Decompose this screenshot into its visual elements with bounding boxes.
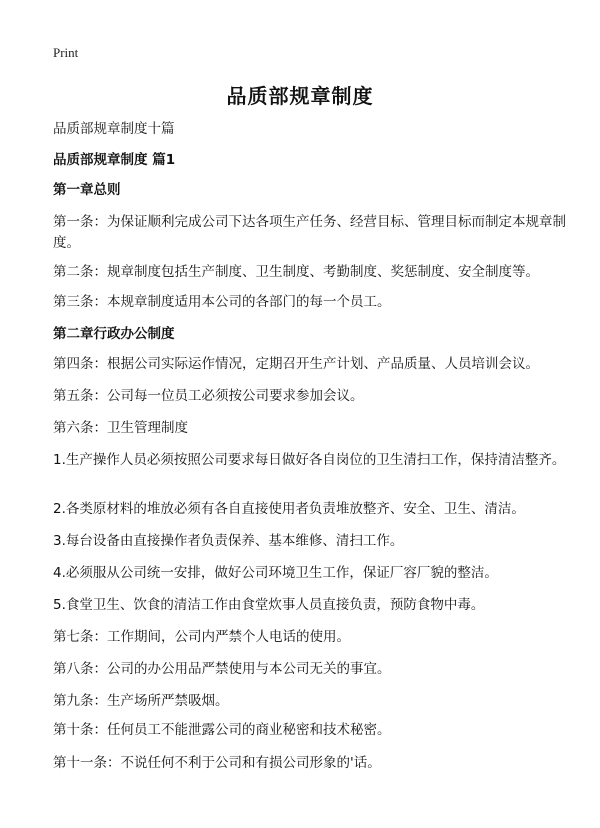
article-item-7: 第七条：工作期间，公司内严禁个人电话的使用。	[53, 629, 350, 645]
sub-item-1: 1.生产操作人员必须按照公司要求每日做好各自岗位的卫生清扫工作，保持清洁整齐。	[53, 452, 566, 468]
article-item-3: 第三条：本规章制度适用本公司的各部门的每一个员工。	[53, 294, 391, 310]
article-item-10: 第十条：任何员工不能泄露公司的商业秘密和技术秘密。	[53, 722, 391, 738]
article-item-6: 第六条：卫生管理制度	[53, 420, 188, 436]
article-item-11: 第十一条：不说任何不利于公司和有损公司形象的'话。	[53, 755, 381, 771]
print-link[interactable]: Print	[53, 45, 79, 60]
article-item-5: 第五条：公司每一位员工必须按公司要求参加会议。	[53, 388, 364, 404]
sub-item-3: 3.每台设备由直接操作者负责保养、基本维修、清扫工作。	[53, 533, 404, 549]
sub-item-2: 2.各类原材料的堆放必须有各自直接使用者负责堆放整齐、安全、卫生、清洁。	[53, 501, 525, 517]
page-title: 品质部规章制度	[226, 84, 374, 108]
article-item-2: 第二条：规章制度包括生产制度、卫生制度、考勤制度、奖惩制度、安全制度等。	[53, 264, 539, 280]
article-item-8: 第八条：公司的办公用品严禁使用与本公司无关的事宜。	[53, 661, 391, 677]
article-item-1: 第一条：为保证顺利完成公司下达各项生产任务、经营目标、管理目标而制定本规章制度。	[53, 214, 566, 251]
chapter-heading-2: 第二章行政办公制度	[53, 326, 175, 342]
article-item-9: 第九条：生产场所严禁吸烟。	[53, 693, 229, 709]
subtitle: 品质部规章制度十篇	[53, 121, 175, 137]
article-item-4: 第四条：根据公司实际运作情况，定期召开生产计划、产品质量、人员培训会议。	[53, 356, 539, 372]
sub-item-4: 4.必须服从公司统一安排，做好公司环境卫生工作，保证厂容厂貌的整洁。	[53, 565, 498, 581]
article-heading: 品质部规章制度 篇1	[53, 152, 176, 168]
sub-item-5: 5.食堂卫生、饮食的清洁工作由食堂炊事人员直接负责，预防食物中毒。	[53, 597, 485, 613]
chapter-heading-1: 第一章总则	[53, 182, 121, 198]
